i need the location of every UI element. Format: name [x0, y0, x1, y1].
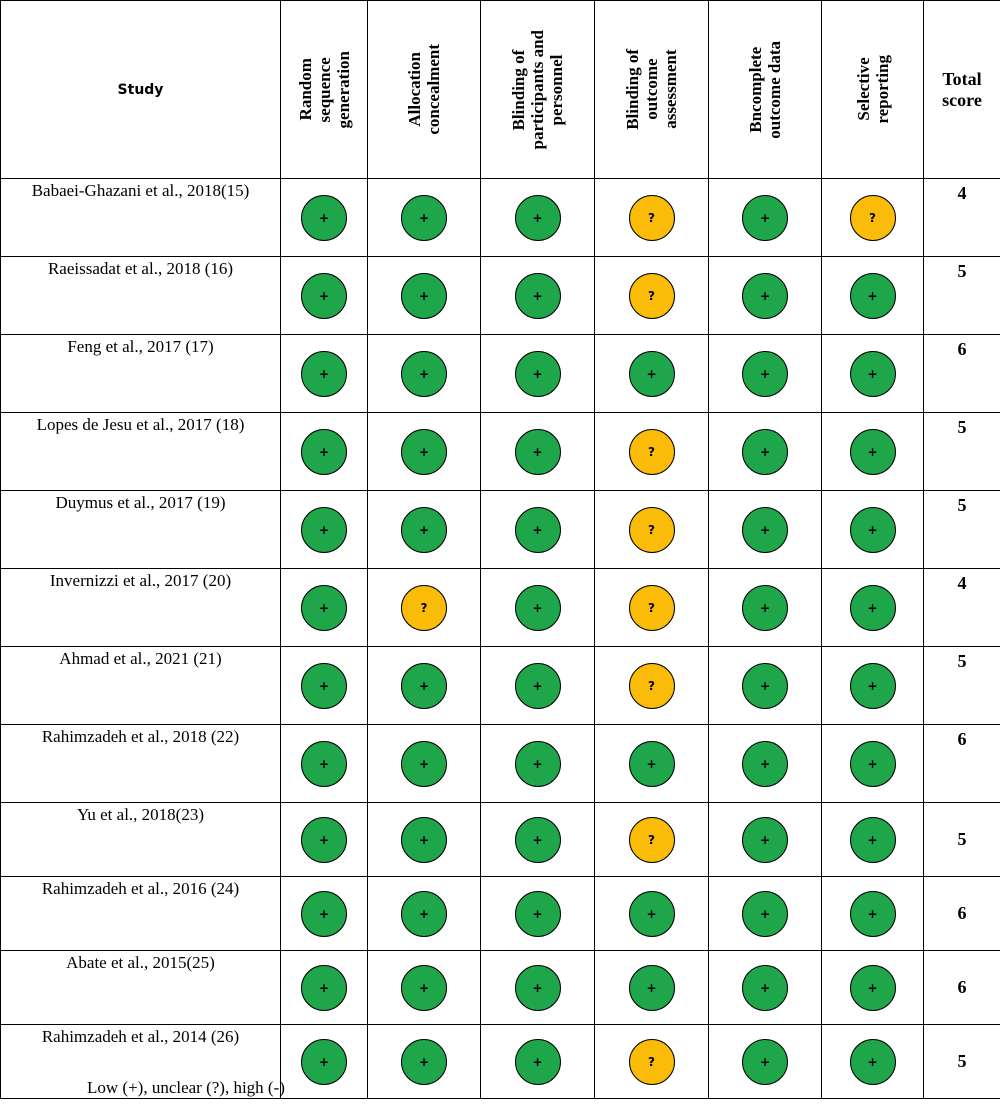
- low-risk-dot: +: [401, 273, 447, 319]
- low-risk-dot: +: [515, 351, 561, 397]
- unclear-risk-dot: ?: [629, 273, 675, 319]
- low-risk-dot: +: [850, 817, 896, 863]
- study-name: Yu et al., 2018(23): [1, 803, 281, 877]
- header-study: Study: [1, 1, 281, 179]
- total-score: 5: [924, 491, 1000, 569]
- rating-cell: [481, 877, 595, 951]
- study-name: Ahmad et al., 2021 (21): [1, 647, 281, 725]
- rating-cell: [822, 413, 924, 491]
- rating-cell: [822, 725, 924, 803]
- table-row: [1, 569, 1000, 647]
- table-row: [1, 257, 1000, 335]
- legend-note: Low (+), unclear (?), high (-): [87, 1078, 285, 1097]
- rating-cell: [281, 803, 368, 877]
- unclear-risk-dot: ?: [850, 195, 896, 241]
- rating-cell: [481, 491, 595, 569]
- header-random-sequence: Random sequence generation: [281, 1, 368, 179]
- low-risk-dot: +: [742, 273, 788, 319]
- rating-cell: [368, 803, 481, 877]
- header-blinding-participants: Blinding of participants and personnel: [481, 1, 595, 179]
- header-incomplete-outcome: Bncomplete outcome data: [709, 1, 822, 179]
- rating-cell: [822, 803, 924, 877]
- rating-cell: [368, 1025, 481, 1099]
- total-score: 6: [924, 877, 1000, 951]
- table-row: [1, 179, 1000, 257]
- total-score: 5: [924, 257, 1000, 335]
- low-risk-dot: +: [742, 965, 788, 1011]
- low-risk-dot: +: [301, 273, 347, 319]
- rating-cell: [822, 179, 924, 257]
- low-risk-dot: +: [850, 351, 896, 397]
- rating-cell: [481, 569, 595, 647]
- rating-cell: [709, 257, 822, 335]
- table-row: [1, 877, 1000, 951]
- table-row: [1, 335, 1000, 413]
- rating-cell: [595, 179, 709, 257]
- rating-cell: [595, 647, 709, 725]
- study-name: Lopes de Jesu et al., 2017 (18): [1, 413, 281, 491]
- low-risk-dot: +: [401, 507, 447, 553]
- low-risk-dot: +: [515, 741, 561, 787]
- total-score: 6: [924, 725, 1000, 803]
- low-risk-dot: +: [301, 1039, 347, 1085]
- rating-cell: [709, 335, 822, 413]
- low-risk-dot: +: [850, 429, 896, 475]
- study-name: Invernizzi et al., 2017 (20): [1, 569, 281, 647]
- header-allocation-concealment: Allocation concealment: [368, 1, 481, 179]
- low-risk-dot: +: [515, 195, 561, 241]
- study-name: Rahimzadeh et al., 2014 (26): [1, 1025, 281, 1099]
- rating-cell: [281, 647, 368, 725]
- rating-cell: [481, 647, 595, 725]
- low-risk-dot: +: [515, 817, 561, 863]
- low-risk-dot: +: [742, 351, 788, 397]
- rating-cell: [595, 877, 709, 951]
- rating-cell: [281, 951, 368, 1025]
- total-score: 5: [924, 413, 1000, 491]
- low-risk-dot: +: [515, 429, 561, 475]
- header-row: [1, 1, 1000, 179]
- low-risk-dot: +: [301, 429, 347, 475]
- low-risk-dot: +: [301, 965, 347, 1011]
- low-risk-dot: +: [401, 891, 447, 937]
- rating-cell: [595, 569, 709, 647]
- low-risk-dot: +: [401, 817, 447, 863]
- study-name: Abate et al., 2015(25): [1, 951, 281, 1025]
- rating-cell: [281, 491, 368, 569]
- study-name: Babaei-Ghazani et al., 2018(15): [1, 179, 281, 257]
- rating-cell: [368, 335, 481, 413]
- rating-cell: [709, 803, 822, 877]
- low-risk-dot: +: [850, 965, 896, 1011]
- low-risk-dot: +: [301, 195, 347, 241]
- total-score: 6: [924, 951, 1000, 1025]
- rating-cell: [368, 179, 481, 257]
- low-risk-dot: +: [301, 741, 347, 787]
- study-name: Feng et al., 2017 (17): [1, 335, 281, 413]
- rating-cell: [709, 491, 822, 569]
- table-row: [1, 647, 1000, 725]
- rating-cell: [281, 569, 368, 647]
- rating-cell: [481, 951, 595, 1025]
- low-risk-dot: +: [850, 891, 896, 937]
- rating-cell: [709, 951, 822, 1025]
- rating-cell: [822, 257, 924, 335]
- low-risk-dot: +: [742, 585, 788, 631]
- rating-cell: [595, 803, 709, 877]
- total-score: 5: [924, 1025, 1000, 1099]
- rating-cell: [709, 877, 822, 951]
- rating-cell: [481, 335, 595, 413]
- rating-cell: [281, 335, 368, 413]
- study-name: Rahimzadeh et al., 2016 (24): [1, 877, 281, 951]
- rating-cell: [368, 647, 481, 725]
- unclear-risk-dot: ?: [629, 507, 675, 553]
- rating-cell: [822, 491, 924, 569]
- study-name: Raeissadat et al., 2018 (16): [1, 257, 281, 335]
- table-body: [1, 179, 1000, 1099]
- low-risk-dot: +: [401, 1039, 447, 1085]
- rating-cell: [368, 569, 481, 647]
- low-risk-dot: +: [515, 273, 561, 319]
- low-risk-dot: +: [301, 891, 347, 937]
- rating-cell: [481, 179, 595, 257]
- unclear-risk-dot: ?: [629, 1039, 675, 1085]
- table-row: [1, 803, 1000, 877]
- low-risk-dot: +: [401, 351, 447, 397]
- rating-cell: [368, 491, 481, 569]
- rating-cell: [709, 179, 822, 257]
- low-risk-dot: +: [629, 351, 675, 397]
- low-risk-dot: +: [515, 891, 561, 937]
- low-risk-dot: +: [850, 1039, 896, 1085]
- rating-cell: [822, 647, 924, 725]
- low-risk-dot: +: [401, 663, 447, 709]
- unclear-risk-dot: ?: [629, 585, 675, 631]
- low-risk-dot: +: [401, 741, 447, 787]
- low-risk-dot: +: [850, 741, 896, 787]
- rating-cell: [368, 951, 481, 1025]
- rating-cell: [481, 257, 595, 335]
- rating-cell: [281, 257, 368, 335]
- table-row: [1, 413, 1000, 491]
- rating-cell: [595, 335, 709, 413]
- low-risk-dot: +: [301, 817, 347, 863]
- rating-cell: [481, 803, 595, 877]
- low-risk-dot: +: [850, 507, 896, 553]
- study-name: Duymus et al., 2017 (19): [1, 491, 281, 569]
- low-risk-dot: +: [301, 351, 347, 397]
- header-blinding-outcome: Blinding of outcome assessment: [595, 1, 709, 179]
- total-score: 6: [924, 335, 1000, 413]
- rating-cell: [822, 951, 924, 1025]
- total-score: 4: [924, 569, 1000, 647]
- rating-cell: [595, 491, 709, 569]
- table-row: [1, 725, 1000, 803]
- low-risk-dot: +: [742, 891, 788, 937]
- total-score: 4: [924, 179, 1000, 257]
- rating-cell: [595, 951, 709, 1025]
- low-risk-dot: +: [742, 507, 788, 553]
- rating-cell: [822, 1025, 924, 1099]
- rating-cell: [368, 725, 481, 803]
- total-score: 5: [924, 803, 1000, 877]
- rating-cell: [822, 877, 924, 951]
- low-risk-dot: +: [850, 585, 896, 631]
- unclear-risk-dot: ?: [629, 817, 675, 863]
- rating-cell: [709, 413, 822, 491]
- low-risk-dot: +: [401, 965, 447, 1011]
- rating-cell: [709, 1025, 822, 1099]
- study-name: Rahimzadeh et al., 2018 (22): [1, 725, 281, 803]
- low-risk-dot: +: [629, 741, 675, 787]
- low-risk-dot: +: [850, 273, 896, 319]
- rating-cell: [368, 257, 481, 335]
- rating-cell: [281, 1025, 368, 1099]
- rating-cell: [595, 725, 709, 803]
- header-total-score: Total score: [924, 1, 1000, 179]
- low-risk-dot: +: [742, 663, 788, 709]
- unclear-risk-dot: ?: [629, 429, 675, 475]
- unclear-risk-dot: ?: [401, 585, 447, 631]
- low-risk-dot: +: [742, 817, 788, 863]
- rating-cell: [822, 569, 924, 647]
- low-risk-dot: +: [629, 891, 675, 937]
- rating-cell: [822, 335, 924, 413]
- rating-cell: [368, 877, 481, 951]
- rating-cell: [281, 179, 368, 257]
- rating-cell: [481, 413, 595, 491]
- low-risk-dot: +: [301, 663, 347, 709]
- low-risk-dot: +: [742, 195, 788, 241]
- low-risk-dot: +: [629, 965, 675, 1011]
- low-risk-dot: +: [515, 507, 561, 553]
- unclear-risk-dot: ?: [629, 195, 675, 241]
- rating-cell: [281, 725, 368, 803]
- low-risk-dot: +: [742, 741, 788, 787]
- low-risk-dot: +: [742, 429, 788, 475]
- low-risk-dot: +: [401, 195, 447, 241]
- low-risk-dot: +: [515, 585, 561, 631]
- unclear-risk-dot: ?: [629, 663, 675, 709]
- total-score: 5: [924, 647, 1000, 725]
- rating-cell: [595, 1025, 709, 1099]
- low-risk-dot: +: [515, 663, 561, 709]
- rating-cell: [595, 413, 709, 491]
- low-risk-dot: +: [301, 585, 347, 631]
- table-row: [1, 951, 1000, 1025]
- rating-cell: [281, 877, 368, 951]
- rating-cell: [709, 725, 822, 803]
- table-row: [1, 491, 1000, 569]
- rating-cell: [481, 1025, 595, 1099]
- rating-cell: [281, 413, 368, 491]
- low-risk-dot: +: [401, 429, 447, 475]
- low-risk-dot: +: [515, 965, 561, 1011]
- header-selective-reporting: Selective reporting: [822, 1, 924, 179]
- rating-cell: [481, 725, 595, 803]
- rating-cell: [595, 257, 709, 335]
- low-risk-dot: +: [515, 1039, 561, 1085]
- rating-cell: [368, 413, 481, 491]
- low-risk-dot: +: [742, 1039, 788, 1085]
- low-risk-dot: +: [850, 663, 896, 709]
- rating-cell: [709, 647, 822, 725]
- low-risk-dot: +: [301, 507, 347, 553]
- rating-cell: [709, 569, 822, 647]
